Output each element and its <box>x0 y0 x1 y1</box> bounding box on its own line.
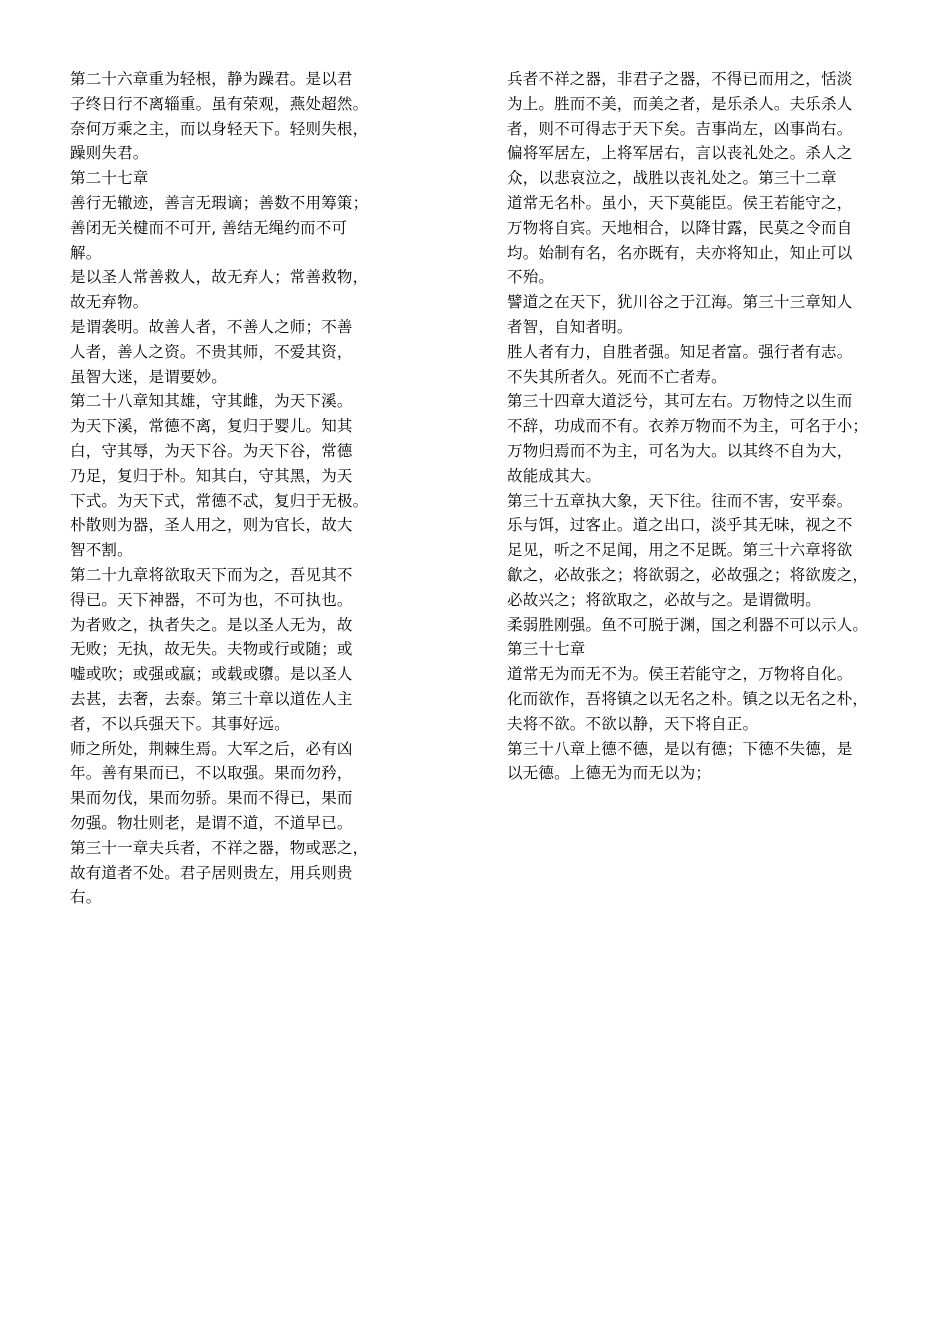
text-line: 无败；无执，故无失。夫物或行或随；或 <box>70 640 353 659</box>
text-line: 者，则不可得志于天下矣。吉事尚左，凶事尚右。 <box>507 119 853 138</box>
text-line: 万物归焉而不为主，可名为大。以其终不自为大， <box>507 441 853 460</box>
text-line: 人者，善人之资。不贵其师，不爱其资， <box>70 342 353 361</box>
text-line: 下式。为天下式，常德不忒，复归于无极。 <box>70 491 369 510</box>
text-line: 朴散则为器，圣人用之，则为官长，故大 <box>70 516 353 535</box>
text-line: 第三十四章大道泛兮，其可左右。万物恃之以生而 <box>507 392 853 411</box>
text-line: 足见，听之不足闻，用之不足既。第三十六章将欲 <box>507 541 853 560</box>
text-line: 为天下溪，常德不离，复归于婴儿。知其 <box>70 417 353 436</box>
text-line: 奈何万乘之主，而以身轻天下。轻则失根， <box>70 119 369 138</box>
text-line: 道常无为而无不为。侯王若能守之，万物将自化。 <box>507 665 853 684</box>
text-line: 兵者不祥之器，非君子之器，不得已而用之，恬淡 <box>507 70 853 88</box>
text-line: 第二十八章知其雄，守其雌，为天下溪。 <box>70 392 353 411</box>
text-line: 右。 <box>70 888 102 907</box>
text-line: 均。始制有名，名亦既有，夫亦将知止，知止可以 <box>507 243 853 262</box>
text-line: 胜人者有力，自胜者强。知足者富。强行者有志。 <box>507 342 853 361</box>
text-line: 第三十一章夫兵者，不祥之器，物或恶之， <box>70 838 369 857</box>
text-line: 道常无名朴。虽小，天下莫能臣。侯王若能守之， <box>507 193 853 212</box>
text-line: 以无德。上德无为而无以为； <box>507 764 712 783</box>
text-line: 众，以悲哀泣之，战胜以丧礼处之。第三十二章 <box>507 169 837 188</box>
text-line: 是谓袭明。故善人者，不善人之师；不善 <box>70 317 353 336</box>
text-line: 子终日行不离辎重。虽有荣观，燕处超然。 <box>70 94 369 113</box>
text-line: 不殆。 <box>507 268 555 287</box>
text-line: 解。 <box>70 243 102 262</box>
text-line: 故无弃物。 <box>70 293 149 312</box>
text-line: 师之所处，荆棘生焉。大军之后，必有凶 <box>70 739 353 758</box>
text-line: 是以圣人常善救人，故无弃人；常善救物， <box>70 268 369 287</box>
text-line: 为者败之，执者失之。是以圣人无为，故 <box>70 615 353 634</box>
text-line: 者，不以兵强天下。其事好远。 <box>70 714 290 733</box>
text-line: 万物将自宾。天地相合，以降甘露，民莫之令而自 <box>507 218 853 237</box>
text-line: 第三十八章上德不德，是以有德；下德不失德，是 <box>507 739 853 758</box>
text-line: 为上。胜而不美，而美之者，是乐杀人。夫乐杀人 <box>507 94 853 113</box>
text-line: 柔弱胜刚强。鱼不可脱于渊，国之利器不可以示人。 <box>507 615 869 634</box>
text-line: 第二十七章 <box>70 169 149 188</box>
text-line: 歙之，必故张之；将欲弱之，必故强之；将欲废之， <box>507 565 869 584</box>
text-line: 勿强。物壮则老，是谓不道，不道早已。 <box>70 813 353 832</box>
text-line: 不失其所者久。死而不亡者寿。 <box>507 367 727 386</box>
text-line: 去甚，去奢，去泰。第三十章以道佐人主 <box>70 689 353 708</box>
text-line: 必故兴之；将欲取之，必故与之。是谓微明。 <box>507 590 822 609</box>
text-line: 第三十五章执大象，天下往。往而不害，安平泰。 <box>507 491 853 510</box>
text-line: 得已。天下神器，不可为也，不可执也。 <box>70 590 353 609</box>
text-line: 白，守其辱，为天下谷。为天下谷，常德 <box>70 441 353 460</box>
text-line: 乐与饵，过客止。道之出口，淡乎其无味，视之不 <box>507 516 853 535</box>
right-text-column <box>507 67 902 786</box>
text-line: 故能成其大。 <box>507 466 602 485</box>
text-line: 偏将军居左，上将军居右，言以丧礼处之。杀人之 <box>507 144 853 163</box>
text-line: 第二十六章重为轻根，静为躁君。是以君 <box>70 70 353 88</box>
text-line: 智不割。 <box>70 541 133 560</box>
text-line: 譬道之在天下，犹川谷之于江海。第三十三章知人 <box>507 293 853 312</box>
text-line: 不辞，功成而不有。衣养万物而不为主，可名于小； <box>507 417 869 436</box>
text-line: 乃足，复归于朴。知其白，守其黑，为天 <box>70 466 353 485</box>
text-line: 夫将不欲。不欲以静，天下将自正。 <box>507 714 759 733</box>
text-line: 善行无辙迹，善言无瑕谪；善数不用筹策； <box>70 193 369 212</box>
text-line: 者智，自知者明。 <box>507 317 633 336</box>
left-text-column <box>70 67 390 910</box>
text-line: 第二十九章将欲取天下而为之，吾见其不 <box>70 565 353 584</box>
text-line: 故有道者不处。君子居则贵左，用兵则贵 <box>70 863 353 882</box>
text-line: 虽智大迷，是谓要妙。 <box>70 367 228 386</box>
text-line: 化而欲作，吾将镇之以无名之朴。镇之以无名之朴， <box>507 689 869 708</box>
text-line: 果而勿伐，果而勿骄。果而不得已，果而 <box>70 789 353 808</box>
text-line: 躁则失君。 <box>70 144 149 163</box>
text-line: 善闭无关楗而不可开, 善结无绳约而不可 <box>70 218 348 237</box>
text-line: 年。善有果而已，不以取强。果而勿矜， <box>70 764 353 783</box>
text-line: 第三十七章 <box>507 640 586 659</box>
text-line: 嘘或吹；或强或羸；或载或隳。是以圣人 <box>70 665 353 684</box>
